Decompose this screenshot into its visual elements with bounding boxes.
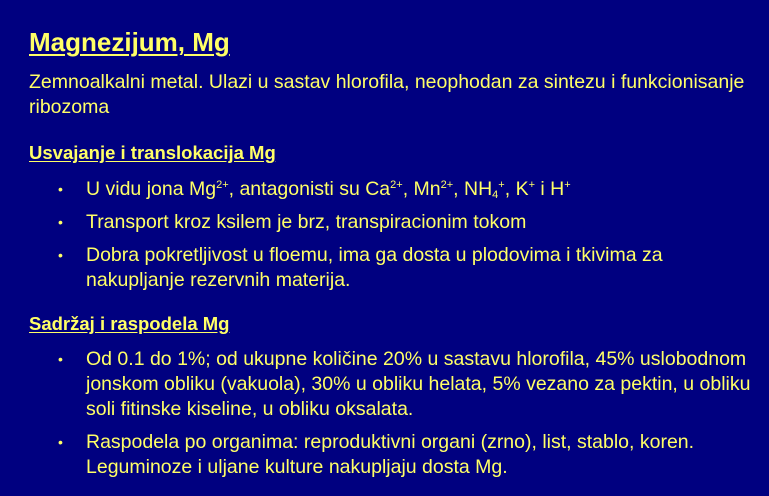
list-item: • Od 0.1 do 1%; od ukupne količine 20% u sastavu hlorofila, 45% uslobodnom jonskom obliku (vakuola), 30% u obliku helata, 5% vezano za pektin, u obliku soli fitinske kiseline, u obliku oksalata.: [58, 348, 751, 420]
bullet-icon: •: [58, 214, 63, 230]
bullet-icon: •: [58, 247, 63, 263]
list-item: • Raspodela po organima: reproduktivni organi (zrno), list, stablo, koren. Leguminoze i uljane kulture nakupljaju dosta Mg.: [58, 431, 695, 478]
bullet-icon: •: [58, 181, 63, 197]
slide-title: Magnezijum, Mg: [29, 27, 230, 57]
list-item: • Dobra pokretljivost u floemu, ima ga dosta u plodovima i tkivima za nakupljanje rezervnih materija.: [58, 244, 663, 291]
bullet-icon: •: [58, 434, 63, 450]
intro-paragraph: Zemnoalkalni metal. Ulazi u sastav hlorofila, neophodan za sintezu i funkcionisanje ribozoma: [29, 71, 745, 118]
list-item: • Transport kroz ksilem je brz, transpiracionim tokom: [58, 211, 527, 233]
section-heading-uptake: Usvajanje i translokacija Mg: [29, 142, 276, 163]
uptake-bullet-list: [0, 177, 769, 301]
bullet-icon: •: [58, 351, 63, 367]
list-item: • U vidu jona $Mg^{2+}$, antagonisti su $Ca^{2+}$, $Mn^{2+}$, $NH_4^+$, K+ i H+: [58, 178, 571, 201]
section-heading-content: Sadržaj i raspodela Mg: [29, 313, 230, 334]
content-bullet-list: [0, 347, 769, 488]
